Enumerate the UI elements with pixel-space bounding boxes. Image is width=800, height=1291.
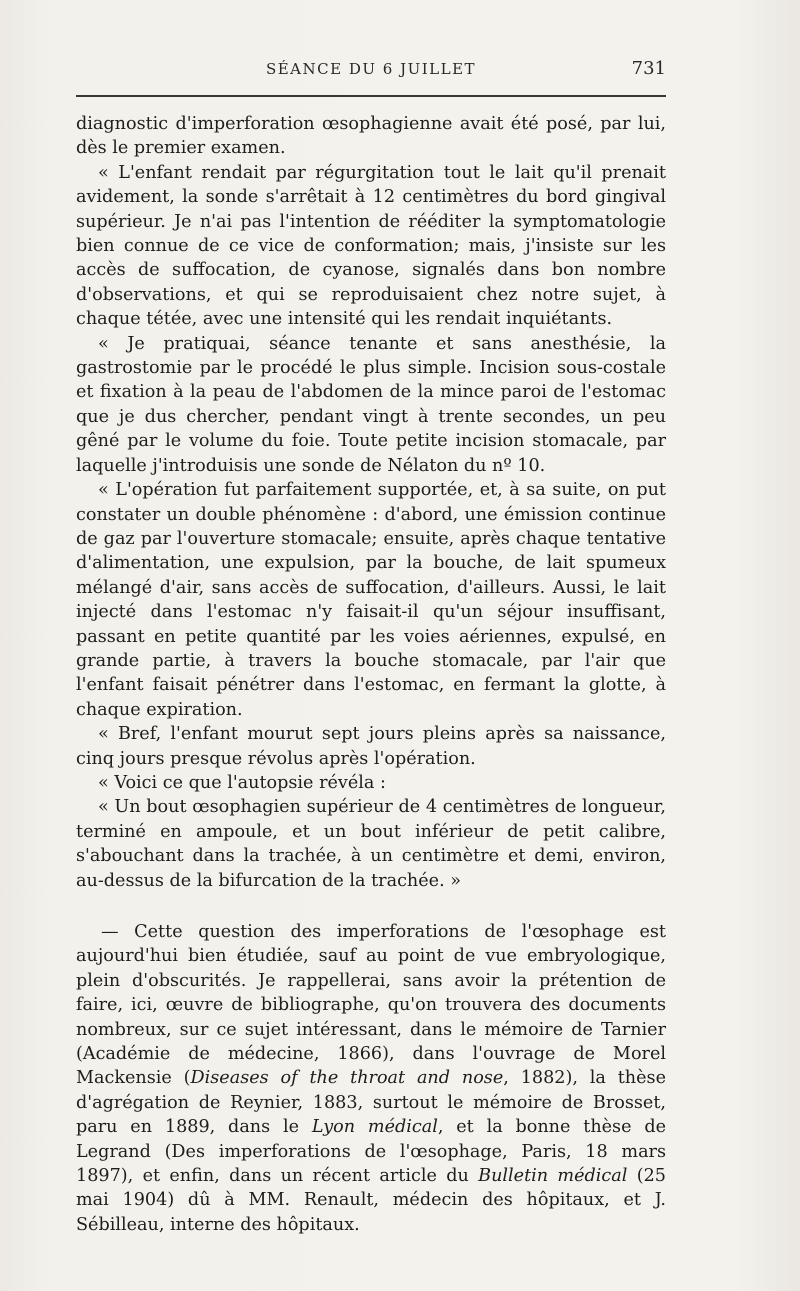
body-text bbox=[76, 112, 666, 1237]
page-number: 731 bbox=[631, 58, 666, 79]
commentary-text: , et la bonne thèse de Legrand (Des imperforations de l'œsophage, Paris, 18 mars 1897), et enfin, dans un récent article du bbox=[76, 1117, 666, 1187]
commentary-text: (25 mai 1904) dû à MM. Renault, médecin des hôpitaux, et J. Sébilleau, interne des hôpitaux. bbox=[76, 1166, 666, 1235]
page-header bbox=[76, 58, 666, 82]
paragraph-continuation: diagnostic d'imperforation œsophagienne avait été posé, par lui, dès le premier examen. bbox=[76, 114, 666, 159]
journal-title-italic: Bulletin médical bbox=[478, 1166, 628, 1187]
running-title: SÉANCE DU 6 JUILLET bbox=[265, 60, 477, 78]
paragraph-commentary bbox=[76, 920, 666, 1237]
header-rule bbox=[76, 95, 666, 97]
paragraph-quote: « Un bout œsophagien supérieur de 4 centimètres de longueur, terminé en ampoule, et un bout inférieur de petit calibre, s'abouchant dans la trachée, à un centimètre et demi, environ, au-dessus de la bifurcation de la trachée. » bbox=[76, 797, 666, 891]
book-title-italic: Diseases of the throat and nose bbox=[190, 1068, 504, 1089]
paragraph-quote: « L'opération fut parfaitement supportée, et, à sa suite, on put constater un double phénomène : d'abord, une émission continue de gaz par l'ouverture stomacale; ensuite, après chaque tentative d'alimentation, une expulsion, par la bouche, de lait spumeux mélangé d'air, sans accès de suffocation, d'ailleurs. Aussi, le lait injecté dans l'estomac n'y faisait-il qu'un séjour insuffisant, passant en petite quantité par les voies aériennes, expulsé, en grande partie, à travers la bouche stomacale, par l'air que l'enfant faisait pénétrer dans l'estomac, en fermant la glotte, à chaque expiration. bbox=[76, 480, 666, 720]
commentary-text: , 1882), la thèse d'agrégation de Reynier, 1883, surtout le mémoire de Brosset, paru en 1889, dans le bbox=[76, 1068, 666, 1138]
paragraph-quote: « Voici ce que l'autopsie révéla : bbox=[98, 772, 386, 793]
paragraph-quote: « Je pratiquai, séance tenante et sans anesthésie, la gastrostomie par le procédé le plus simple. Incision sous-costale et fixation à la peau de l'abdomen de la mince paroi de l'estomac que je dus chercher, pendant vingt à trente secondes, un peu gêné par le volume du foie. Toute petite incision stomacale, par laquelle j'introduisis une sonde de Nélaton du nº 10. bbox=[76, 333, 666, 476]
journal-title-italic: Lyon médical bbox=[311, 1117, 438, 1138]
commentary-text: — Cette question des imperforations de l'œsophage est aujourd'hui bien étudiée, sauf au point de vue embryologique, plein d'obscurités. Je rappellerai, sans avoir la prétention de faire, ici, œuvre de bibliographe, qu'on trouvera des documents nombreux, sur ce sujet intéressant, dans le mémoire de Tarnier (Académie de médecine, 1866), dans l'ouvrage de Morel Mackensie ( bbox=[76, 922, 666, 1089]
paragraph-quote: « L'enfant rendait par régurgitation tout le lait qu'il prenait avidement, la sonde s'arrêtait à 12 centimètres du bord gingival supérieur. Je n'ai pas l'intention de rééditer la symptomatologie bien connue de ce vice de conformation; mais, j'insiste sur les accès de suffocation, de cyanose, signalés dans bon nombre d'observations, et qui se reproduisaient chez notre sujet, à chaque tétée, avec une intensité qui les rendait inquiétants. bbox=[76, 162, 666, 330]
paragraph-quote: « Bref, l'enfant mourut sept jours pleins après sa naissance, cinq jours presque révolus après l'opération. bbox=[76, 724, 666, 769]
